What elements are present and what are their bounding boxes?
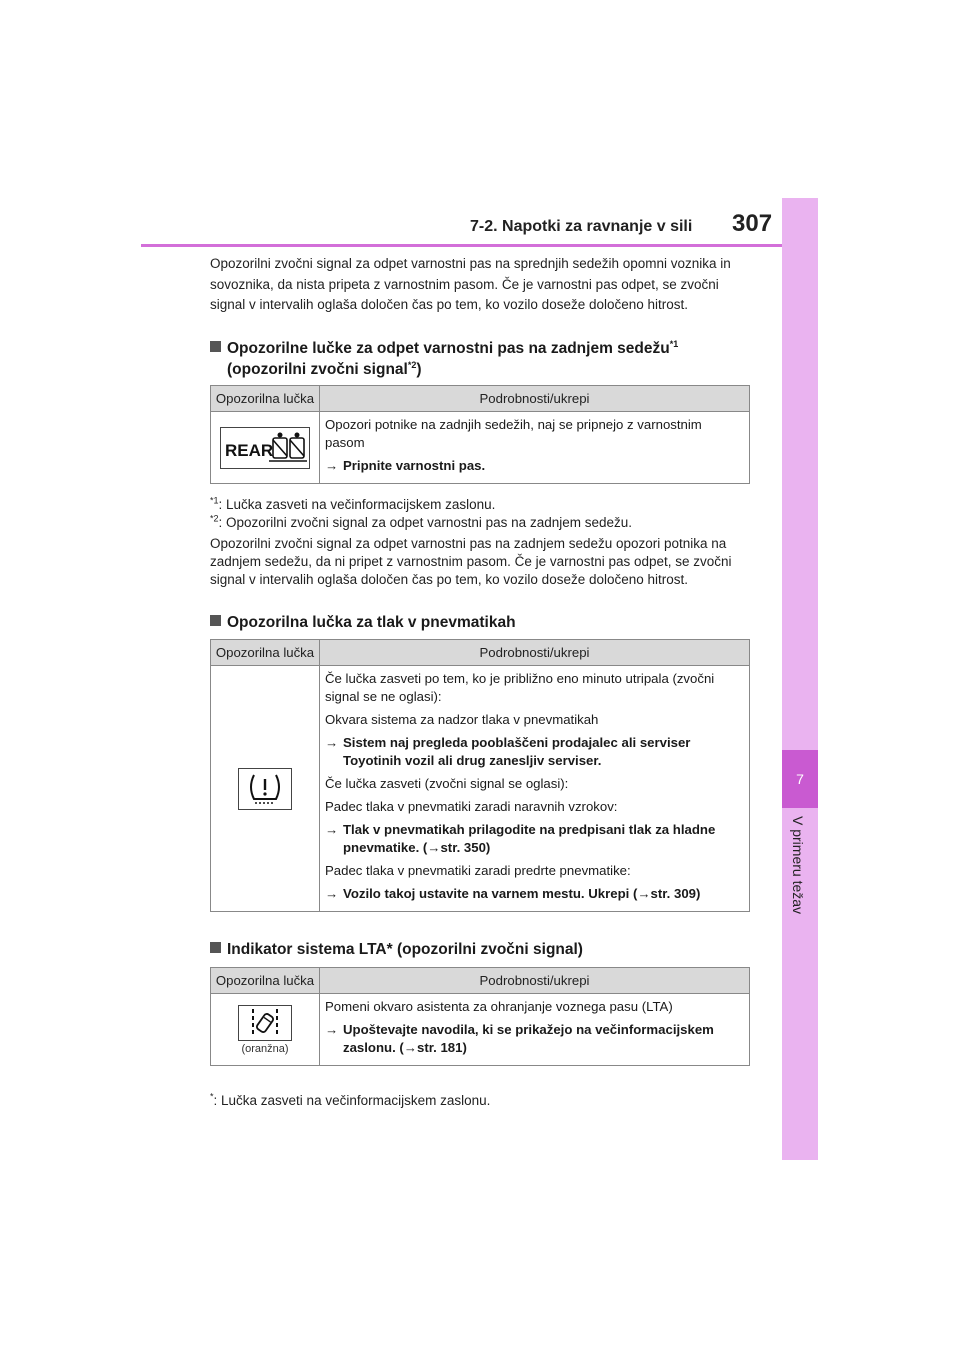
details-cell: Pomeni okvaro asistenta za ohranjanje voznega pasu (LTA) → Upoštevajte navodila, ki se prikažejo na večinformacijskem zaslonu. (→str. 181) bbox=[320, 994, 750, 1066]
footnote-2: $^{*2}$: Opozorilni zvočni signal za odpet varnostni pas na zadnjem sedežu. bbox=[210, 513, 632, 530]
footnote-3: *: Lučka zasveti na večinformacijskem zaslonu. bbox=[210, 1091, 491, 1108]
col-header-details: Podrobnosti/ukrepi bbox=[320, 640, 750, 666]
heading-square-icon bbox=[210, 615, 221, 626]
col-header-lamp: Opozorilna lučka bbox=[211, 640, 320, 666]
icon-cell bbox=[211, 412, 320, 484]
table-row bbox=[211, 666, 750, 912]
section2-heading: Opozorilna lučka za tlak v pnevmatikah bbox=[210, 612, 750, 633]
action-line: → Pripnite varnostni pas. bbox=[325, 458, 486, 473]
table-row bbox=[211, 994, 750, 1066]
footnote-1: $^{*1}$: Lučka zasveti na večinformacijskem zaslonu. bbox=[210, 495, 496, 512]
section3-table bbox=[210, 967, 750, 1066]
table-header-row bbox=[211, 640, 750, 666]
svg-text:REAR: REAR bbox=[225, 440, 274, 460]
section1-paragraph: Opozorilni zvočni signal za odpet varnostni pas na zadnjem sedežu opozori potnika na zadnjem sedežu, da ni pripet z varnostnim pasom. Če je varnostni pas odpet, se zvočni signal v intervalih oglaša določen čas po tem, ko vozilo doseže določeno hitrost. bbox=[210, 536, 732, 587]
action-line: → Sistem naj pregleda pooblaščeni prodajalec ali serviser Toyotinih vozil ali drug zanesljiv serviser. bbox=[325, 735, 691, 768]
details-cell: Če lučka zasveti po tem, ko je približno eno minuto utripala (zvočni signal se ne oglasi): Okvara sistema za nadzor tlaka v pnevmatikah → Sistem naj pregleda pooblaščeni prodajalec ali serviser Toyotinih vozil ali drug zanesljiv serviser. Če lučka zasveti (zvočni signal se oglasi): Padec tlaka v pnevmatiki zaradi naravnih vzrokov: → Tlak v pnevmatikah prilagodite na predpisani tlak za hladne pnevmatike. (→str. 350) Padec tlaka v pnevmatiki zaradi predrte pnevmatike: → Vozilo takoj ustavite na varnem mestu. Ukrepi (→str. 309) bbox=[320, 666, 750, 912]
col-header-lamp: Opozorilna lučka bbox=[211, 386, 320, 412]
heading-square-icon bbox=[210, 942, 221, 953]
icon-cell bbox=[211, 994, 320, 1066]
header-rule bbox=[141, 244, 782, 247]
col-header-details: Podrobnosti/ukrepi bbox=[320, 386, 750, 412]
section3-heading: Indikator sistema LTA* (opozorilni zvočni signal) bbox=[210, 939, 750, 960]
chapter-number: 7 bbox=[782, 750, 818, 808]
page-number: 307 bbox=[732, 210, 773, 237]
action-line: → Upoštevajte navodila, ki se prikažejo na večinformacijskem zaslonu. (→str. 181) bbox=[325, 1022, 714, 1055]
details-cell: Opozori potnike na zadnjih sedežih, naj se pripnejo z varnostnim pasom → Pripnite varnostni pas. bbox=[320, 412, 750, 484]
tire-pressure-icon bbox=[238, 768, 292, 810]
col-header-details: Podrobnosti/ukrepi bbox=[320, 968, 750, 994]
section1-heading: Opozorilne lučke za odpet varnostni pas na zadnjem sedežu$^{*1}$ (opozorilni zvočni signal$^{*2}$) bbox=[210, 338, 750, 380]
table-header-row bbox=[211, 968, 750, 994]
intro-paragraph: Opozorilni zvočni signal za odpet varnostni pas na sprednjih sedežih opomni voznika in sovoznika, da nista pripeta z varnostnim pasom. Če je varnostni pas odpet, se zvočni signal v intervalih oglaša določen čas po tem, ko vozilo doseže določeno hitrost. bbox=[210, 256, 731, 312]
chapter-title: V primeru težav bbox=[790, 816, 806, 915]
chapter-side-tab bbox=[782, 198, 818, 1160]
action-line: → Tlak v pnevmatikah prilagodite na predpisani tlak za hladne pnevmatike. (→str. 350) bbox=[325, 822, 716, 855]
table-row bbox=[211, 412, 750, 484]
section-header-title: 7-2. Napotki za ravnanje v sili bbox=[470, 218, 693, 235]
action-line: → Vozilo takoj ustavite na varnem mestu. Ukrepi (→str. 309) bbox=[325, 886, 701, 901]
section1-table bbox=[210, 385, 750, 484]
icon-caption: (oranžna) bbox=[241, 1042, 289, 1055]
heading-square-icon bbox=[210, 341, 221, 352]
icon-cell bbox=[211, 666, 320, 912]
section2-table bbox=[210, 639, 750, 912]
col-header-lamp: Opozorilna lučka bbox=[211, 968, 320, 994]
rear-seatbelt-icon bbox=[220, 427, 310, 469]
lane-tracing-icon bbox=[238, 1005, 292, 1041]
table-header-row bbox=[211, 386, 750, 412]
